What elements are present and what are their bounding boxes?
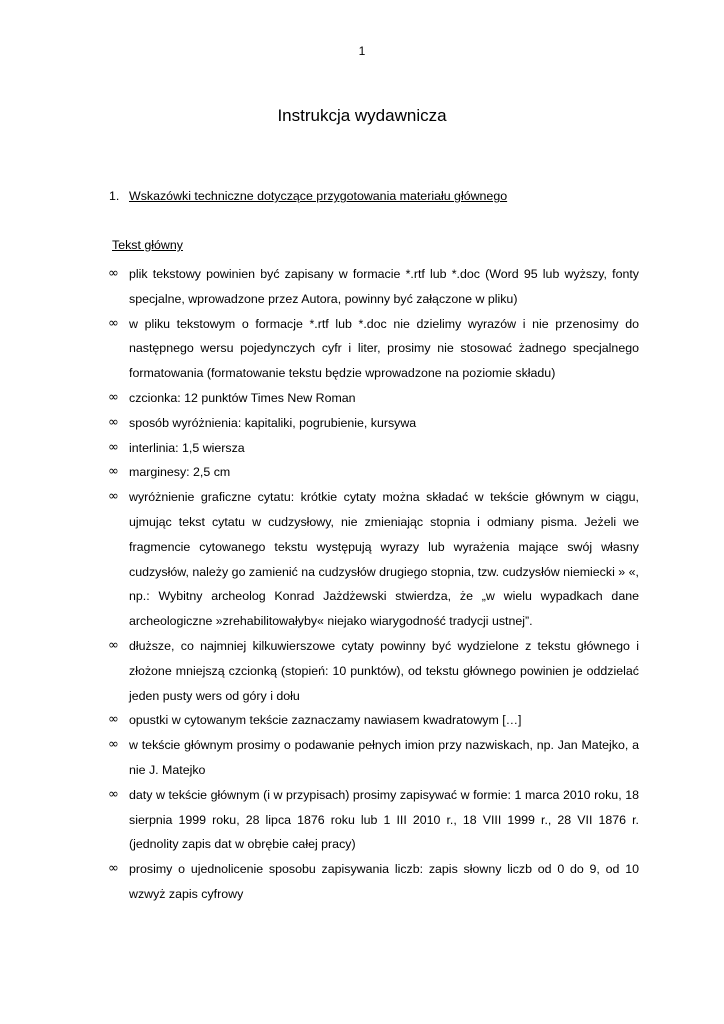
guidelines-list	[108, 262, 639, 907]
list-item-text: sposób wyróżnienia: kapitaliki, pogrubienie, kursywa	[129, 415, 417, 430]
list-item	[108, 436, 639, 461]
list-item-text: w tekście głównym prosimy o podawanie pełnych imion przy nazwiskach, np. Jan Matejko, a nie J. Matejko	[129, 738, 639, 777]
list-item	[108, 411, 639, 436]
list-item	[108, 857, 639, 907]
infinity-bullet-icon: ∞	[108, 637, 119, 653]
list-item	[108, 386, 639, 411]
list-item	[108, 312, 639, 386]
list-item-text: daty w tekście głównym (i w przypisach) prosimy zapisywać w formie: 1 marca 2010 roku, 18 sierpnia 1999 roku, 28 lipca 1876 roku lub 1 III 2010 r., 18 VIII 1999 r., 28 VII 1876 r. (jednolity zapis dat w obrębie całej pracy)	[129, 787, 639, 852]
infinity-bullet-icon: ∞	[108, 786, 119, 802]
list-item-text: opustki w cytowanym tekście zaznaczamy nawiasem kwadratowym […]	[129, 713, 522, 728]
list-item-text: czcionka: 12 punktów Times New Roman	[129, 390, 356, 405]
list-item	[108, 460, 639, 485]
list-item-text: wyróżnienie graficzne cytatu: krótkie cytaty można składać w tekście głównym w ciągu, ujmując tekst cytatu w cudzysłowy, nie zmieniając stopnia i odmiany pisma. Jeżeli we fragmencie cytowanego tekstu występują wyrazy lub wyrażenia mające swój własny cudzysłów, należy go zamienić na cudzysłów drugiego stopnia, tzw. cudzysłów niemiecki » «, np.: Wybitny archeolog Konrad Jażdżewski stwierdza, że „w wielu wypadkach dane archeologiczne »zrehabilitowałyby« niejako wiarygodność tradycji ustnej”.	[129, 490, 639, 629]
list-item-text: w pliku tekstowym o formacje *.rtf lub *.doc nie dzielimy wyrazów i nie przenosimy do następnego wersu pojedynczych cyfr i liter, prosimy nie stosować żadnego specjalnego formatowania (formatowanie tekstu będzie wprowadzone na poziomie składu)	[129, 316, 639, 381]
section-number: 1.	[109, 189, 120, 203]
document-title: Instrukcja wydawnicza	[277, 106, 447, 125]
list-item-text: marginesy: 2,5 cm	[129, 465, 231, 480]
list-item	[108, 485, 639, 634]
list-item	[108, 262, 639, 312]
list-item	[108, 634, 639, 708]
list-item-text: plik tekstowy powinien być zapisany w formacie *.rtf lub *.doc (Word 95 lub wyższy, fonty specjalne, wprowadzone przez Autora, powinny być załączone w pliku)	[129, 267, 639, 306]
page-number: 1	[358, 44, 366, 58]
infinity-bullet-icon: ∞	[108, 389, 119, 405]
list-item	[108, 733, 639, 783]
list-item	[108, 708, 639, 733]
infinity-bullet-icon: ∞	[108, 464, 119, 480]
infinity-bullet-icon: ∞	[108, 489, 119, 505]
infinity-bullet-icon: ∞	[108, 737, 119, 753]
list-item	[108, 783, 639, 857]
section-heading-text: Wskazówki techniczne dotyczące przygotowania materiału głównego	[129, 189, 508, 203]
list-item-text: interlinia: 1,5 wiersza	[129, 440, 245, 455]
list-item-text: dłuższe, co najmniej kilkuwierszowe cytaty powinny być wydzielone z tekstu głównego i złożone mniejszą czcionką (stopień: 10 punktów), od tekstu głównego powinien je oddzielać jeden pusty wers od góry i dołu	[129, 638, 639, 703]
list-item-text: prosimy o ujednolicenie sposobu zapisywania liczb: zapis słowny liczb od 0 do 9, od 10 wzwyż zapis cyfrowy	[129, 862, 639, 901]
section-heading	[109, 189, 507, 203]
infinity-bullet-icon: ∞	[108, 712, 119, 728]
subheading-main-text: Tekst główny	[112, 238, 183, 252]
infinity-bullet-icon: ∞	[108, 315, 119, 331]
infinity-bullet-icon: ∞	[108, 439, 119, 455]
infinity-bullet-icon: ∞	[108, 861, 119, 877]
infinity-bullet-icon: ∞	[108, 414, 119, 430]
infinity-bullet-icon: ∞	[108, 266, 119, 281]
